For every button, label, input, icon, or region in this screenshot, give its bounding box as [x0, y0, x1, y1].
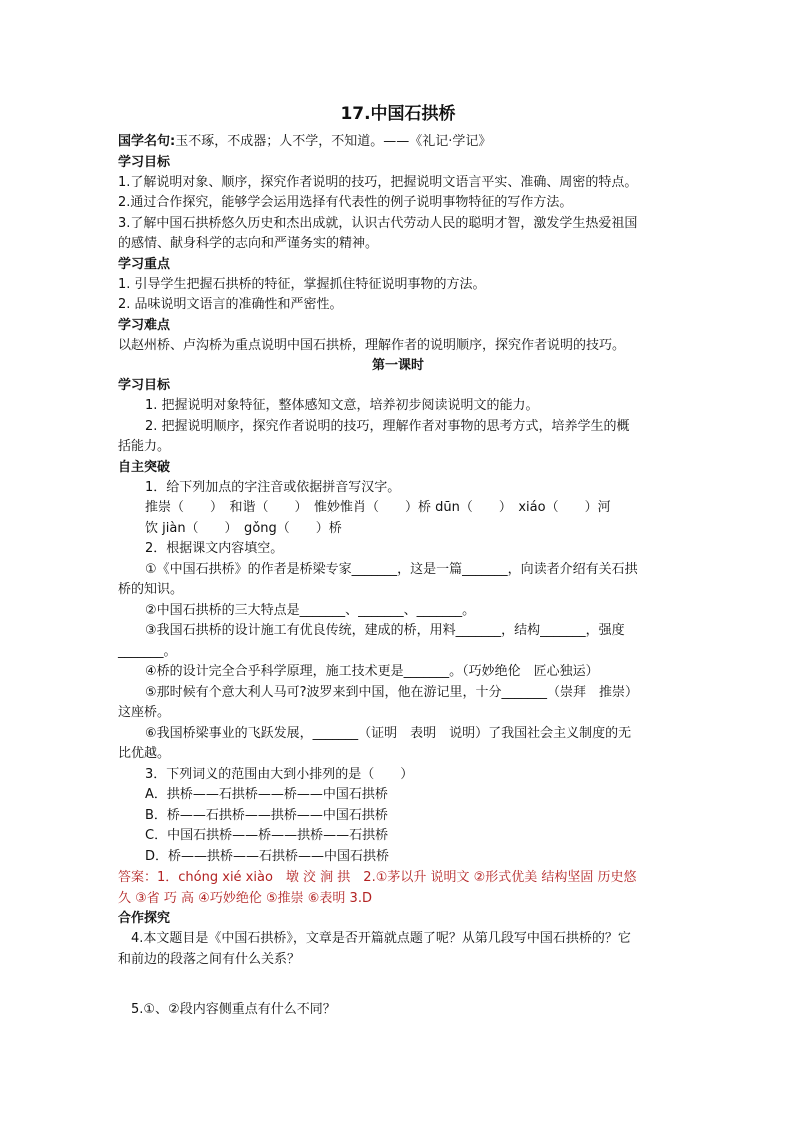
motto-text: 玉不琢，不成器；人不学，不知道。——《礼记·学记》 — [175, 134, 492, 149]
lesson-title: 第一课时 — [371, 358, 424, 373]
answer-line: 久 ③省 巧 高 ④巧妙绝伦 ⑤推崇 ⑥表明 3.D — [118, 891, 372, 906]
goal-item: 的感情、献身科学的志向和严谨务实的精神。 — [118, 236, 379, 251]
exercise-line: ⑥我国桥梁事业的飞跃发展，_______（证明 表明 说明）了我国社会主义制度的无 — [145, 725, 632, 741]
exercise-line: ②中国石拱桥的三大特点是_______、_______、_______。 — [145, 602, 476, 618]
focus-heading: 学习重点 — [118, 256, 171, 272]
lesson-goal-item: 2. 把握说明顺序，探究作者说明的技巧，理解作者对事物的思考方式，培养学生的概 — [145, 418, 630, 434]
exercise-line: ④桥的设计完全合乎科学原理，施工技术更是_______。（巧妙绝伦 匠心独运） — [145, 664, 599, 679]
exercise-line: ③我国石拱桥的设计施工有优良传统，建成的桥，用料_______，结构_______，强度 — [145, 623, 625, 638]
exercise-line: 比优越。 — [118, 746, 171, 761]
goal-item: 3.了解中国石拱桥悠久历史和杰出成就，认识古代劳动人民的聪明才智，激发学生热爱祖国 — [118, 215, 638, 231]
option-line: A．拱桥——石拱桥——桥——中国石拱桥 — [145, 787, 388, 802]
difficulty-text: 以赵州桥、卢沟桥为重点说明中国石拱桥，理解作者的说明顺序，探究作者说明的技巧。 — [118, 337, 626, 353]
document-page — [118, 104, 678, 1021]
focus-item: 1. 引导学生把握石拱桥的特征，掌握抓住特征说明事物的方法。 — [118, 276, 486, 292]
option-line: D．桥——拱桥——石拱桥——中国石拱桥 — [145, 848, 390, 864]
question-4: 4.本文题目是《中国石拱桥》，文章是否开篇就点题了呢？从第几段写中国石拱桥的？它 — [131, 931, 631, 946]
self-study-heading: 自主突破 — [118, 459, 171, 475]
motto-label: 国学名句: — [118, 134, 176, 149]
lesson-goal-item: 括能力。 — [118, 439, 171, 454]
exercise-line: _______。 — [118, 643, 177, 659]
question-5: 5.①、②段内容侧重点有什么不同？ — [131, 1002, 336, 1017]
question-4-cont: 和前边的段落之间有什么关系？ — [118, 951, 301, 967]
exercise-line: 这座桥。 — [118, 705, 171, 720]
page-title: 17.中国石拱桥 — [340, 104, 456, 124]
exercise-line: 饮 jiàn（ ） gǒng（ ）桥 — [145, 520, 342, 536]
difficulty-heading: 学习难点 — [118, 317, 171, 333]
option-line: B．桥——石拱桥——拱桥——中国石拱桥 — [145, 807, 388, 823]
lesson-goals-heading: 学习目标 — [118, 378, 171, 393]
exercise-line: 1．给下列加点的字注音或依据拼音写汉字。 — [145, 479, 401, 495]
exercise-line: 桥的知识。 — [118, 582, 184, 597]
exercise-line: 推崇（ ） 和谐（ ） 惟妙惟肖（ ）桥 dūn（ ） xiáo（ ）河 — [145, 500, 611, 515]
exercise-line: ①《中国石拱桥》的作者是桥梁专家_______，这是一篇_______，向读者介绍有关石拱 — [145, 561, 638, 577]
answer-space — [118, 970, 678, 1000]
exercise-line: 2．根据课文内容填空。 — [145, 541, 284, 556]
cooperation-heading: 合作探究 — [118, 911, 171, 926]
focus-item: 2. 品味说明文语言的准确性和严密性。 — [118, 297, 343, 312]
motto — [118, 132, 678, 153]
goals-heading: 学习目标 — [118, 154, 171, 170]
answer-label: 答案： — [118, 870, 158, 885]
answer-line — [118, 867, 678, 888]
option-line: C．中国石拱桥——桥——拱桥——石拱桥 — [145, 828, 389, 843]
goal-item: 2.通过合作探究，能够学会运用选择有代表性的例子说明事物特征的写作方法。 — [118, 195, 573, 210]
exercise-line: 3．下列词义的范围由大到小排列的是（ ） — [145, 766, 414, 782]
lesson-goal-item: 1. 把握说明对象特征，整体感知文意，培养初步阅读说明文的能力。 — [145, 398, 539, 413]
exercise-line: ⑤那时候有个意大利人马可?波罗来到中国，他在游记里，十分_______（崇拜 推崇） — [145, 684, 639, 700]
goal-item: 1.了解说明对象、顺序，探究作者说明的技巧，把握说明文语言平实、准确、周密的特点。 — [118, 174, 638, 190]
answer-text: 1．chóng xié xiào 墩 洨 涧 拱 2.①茅以升 说明文 ②形式优美 结构坚固 历史悠 — [157, 870, 637, 885]
